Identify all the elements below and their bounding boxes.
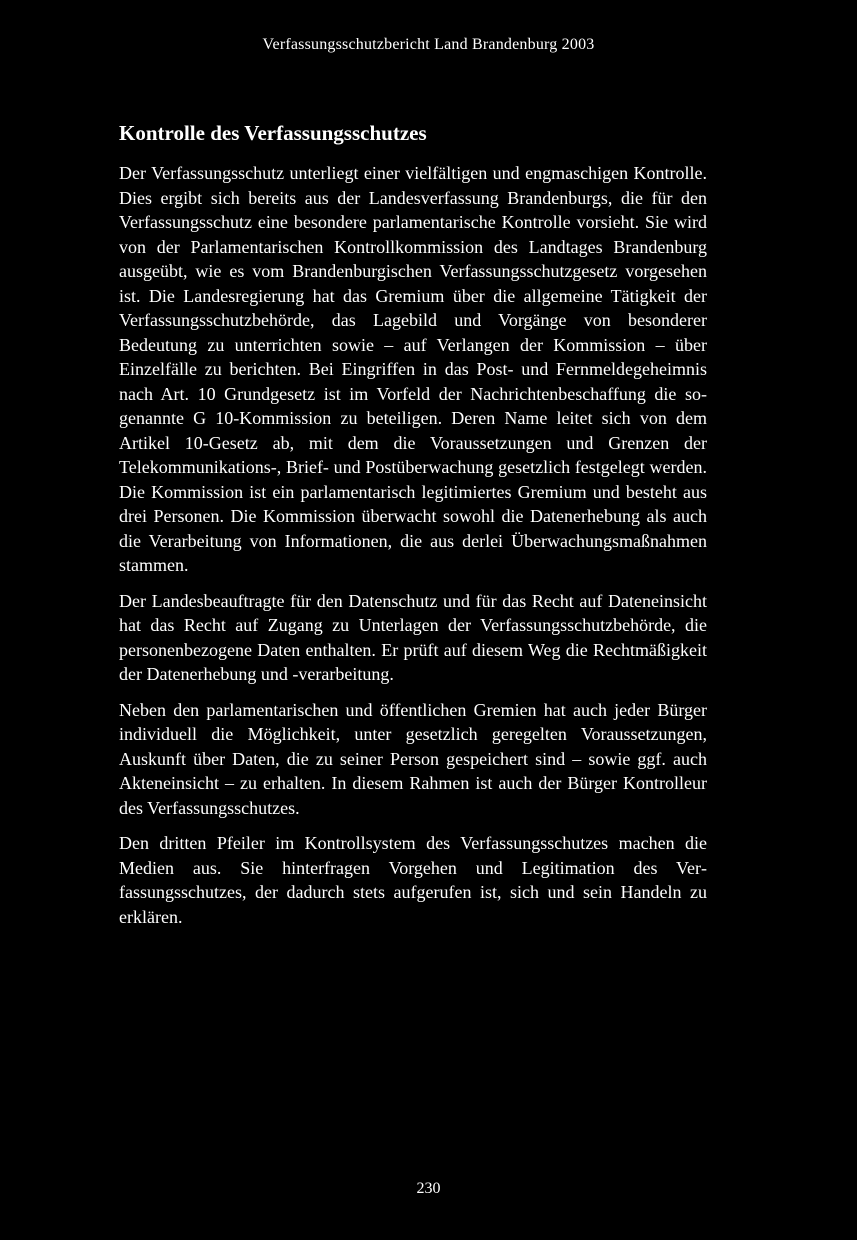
page-content: [119, 118, 707, 940]
paragraph-citizen-rights: Neben den parlamentarischen und öffentlichen Gremien hat auch jeder Bürger individuell die Möglichkeit, unter gesetzlich geregelten Voraussetzungen, Auskunft über Daten, die zu seiner Person gespeichert sind – sowie ggf. auch Akteneinsicht – zu erhalten. In diesem Rahmen ist auch der Bürger Kontrolleur des Verfassungsschutzes.: [119, 699, 707, 818]
paragraph-media: Den dritten Pfeiler im Kontrollsystem des Verfassungsschutzes machen die Medien aus. Sie hinterfragen Vorgehen und Legitimation des Verfassungsschutzes, der dadurch stets aufgerufen ist, sich und sein Handeln zu erklären.: [119, 833, 707, 927]
paragraph-data-protection: Der Landesbeauftragte für den Datenschutz und für das Recht auf Dateneinsicht hat das Recht auf Zugang zu Unterlagen der Verfassungsschutzbehörde, die personenbezogene Daten enthalten. Er prüft auf diesem Weg die Rechtmäßigkeit der Datenerhebung und -verarbeitung.: [119, 590, 707, 684]
running-header: Verfassungsschutzbericht Land Brandenburg 2003: [262, 36, 595, 53]
section-title: Kontrolle des Verfassungsschutzes: [119, 121, 427, 145]
page-number: 230: [416, 1180, 441, 1197]
paragraph-control-overview: Der Verfassungsschutz unterliegt einer vielfältigen und engmaschigen Kontrolle. Dies ergibt sich bereits aus der Landesverfassung Brandenburgs, die für den Verfassungsschutz eine besondere parlamentarische Kontrolle vorsieht. Sie wird von der Parlamentarischen Kontrollkommission des Landtages Brandenburg ausgeübt, wie es vom Brandenburgischen Verfassungsschutzgesetz vorgesehen ist. Die Landesregierung hat das Gremium über die allgemeine Tätigkeit der Verfassungsschutzbehörde, das Lagebild und Vorgänge von besonderer Bedeutung zu unterrichten sowie – auf Verlangen der Kommission – über Einzelfälle zu berichten. Bei Eingriffen in das Post- und Fernmeldegeheimnis nach Art. 10 Grundgesetz ist im Vorfeld der Nachrichtenbeschaffung die sogenannte G 10-Kommission zu beteiligen. Deren Name leitet sich von dem Artikel 10-Gesetz ab, mit dem die Voraussetzungen und Grenzen der Telekommunikations-, Brief- und Postüberwachung gesetzlich festgelegt werden. Die Kommission ist ein parlamentarisch legitimiertes Gremium und besteht aus drei Personen. Die Kommission überwacht sowohl die Datenerhebung als auch die Verarbeitung von Informationen, die aus derlei Überwachungsmaßnahmen stammen.: [119, 163, 707, 575]
